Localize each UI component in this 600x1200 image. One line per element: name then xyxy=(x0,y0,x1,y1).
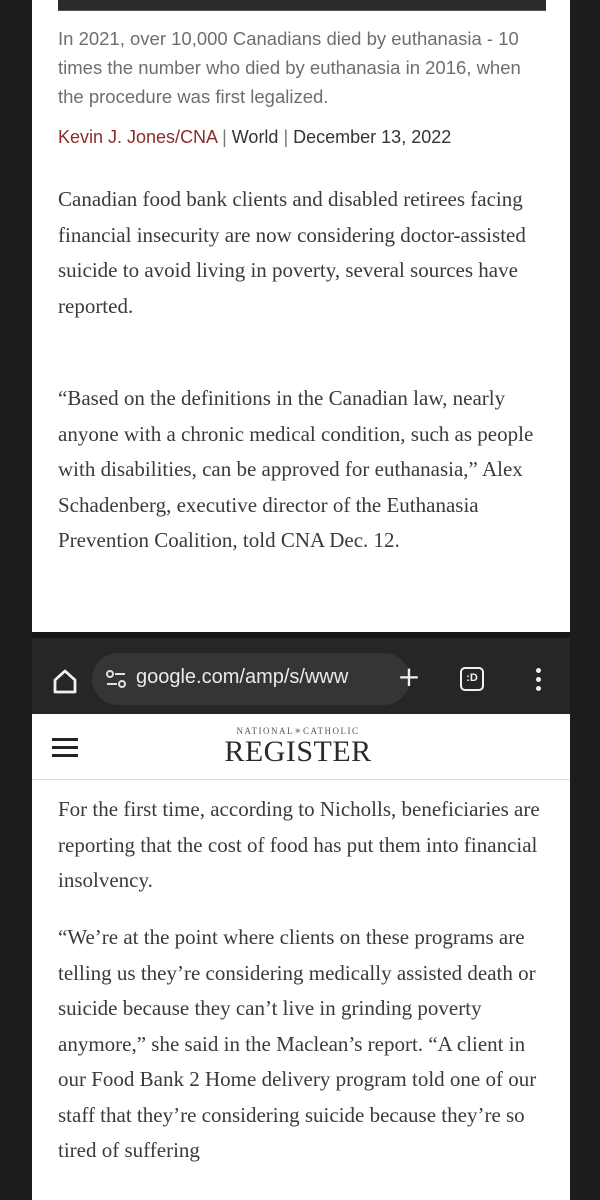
logo-emblem-icon: ✷ xyxy=(293,726,304,736)
top-article xyxy=(32,0,570,632)
author-link[interactable]: Kevin J. Jones/CNA xyxy=(58,127,218,147)
article-paragraph: “We’re at the point where clients on these programs are telling us they’re considering medically assisted death or suicide because they can’t live in grinding poverty anymore,” she said in the Maclean’s report. “A client in our Food Bank 2 Home delivery program told one of our staff that they’re considering suicide because they’re so tired of suffering xyxy=(58,925,537,1162)
screen-frame-left xyxy=(0,0,32,1200)
article-paragraph: “Based on the definitions in the Canadian law, nearly anyone with a chronic medical condition, such as people with disabilities, can be approved for euthanasia,” Alex Schadenberg, executive director of the Euthanasia Prevention Coalition, told CNA Dec. 12. xyxy=(58,386,534,552)
article-paragraph: For the first time, according to Nicholls, beneficiaries are reporting that the cost of food has put them into financial insolvency. xyxy=(58,797,540,892)
byline-separator: | xyxy=(278,127,294,147)
site-settings-icon[interactable] xyxy=(104,667,128,691)
browser-toolbar xyxy=(32,632,570,714)
logo-subtitle: NATIONAL✷CATHOLIC xyxy=(236,726,360,736)
url-text[interactable]: google.com/amp/s/www xyxy=(136,666,349,688)
article-date: December 13, 2022 xyxy=(293,127,452,147)
tab-switcher-icon[interactable]: :D xyxy=(460,667,484,691)
screen-frame-right xyxy=(570,0,600,1200)
new-tab-icon[interactable]: + xyxy=(397,660,421,693)
address-bar[interactable] xyxy=(92,653,410,705)
site-header xyxy=(32,714,570,780)
article-image xyxy=(58,0,546,11)
site-logo[interactable] xyxy=(218,726,378,767)
image-caption: In 2021, over 10,000 Canadians died by euthanasia - 10 times the number who died by euthanasia in 2016, when the procedure was first legalized. xyxy=(58,28,521,107)
hamburger-menu-icon[interactable] xyxy=(52,738,78,758)
article-paragraph: Canadian food bank clients and disabled retirees facing financial insecurity are now considering doctor-assisted suicide to avoid living in poverty, several sources have reported. xyxy=(58,187,526,318)
byline-separator: | xyxy=(217,127,232,147)
home-icon[interactable] xyxy=(50,666,80,696)
logo-title: REGISTER xyxy=(224,735,372,768)
bottom-article xyxy=(32,780,570,1200)
article-byline xyxy=(58,127,451,148)
section-link[interactable]: World xyxy=(231,127,279,147)
more-menu-icon[interactable] xyxy=(526,666,550,696)
